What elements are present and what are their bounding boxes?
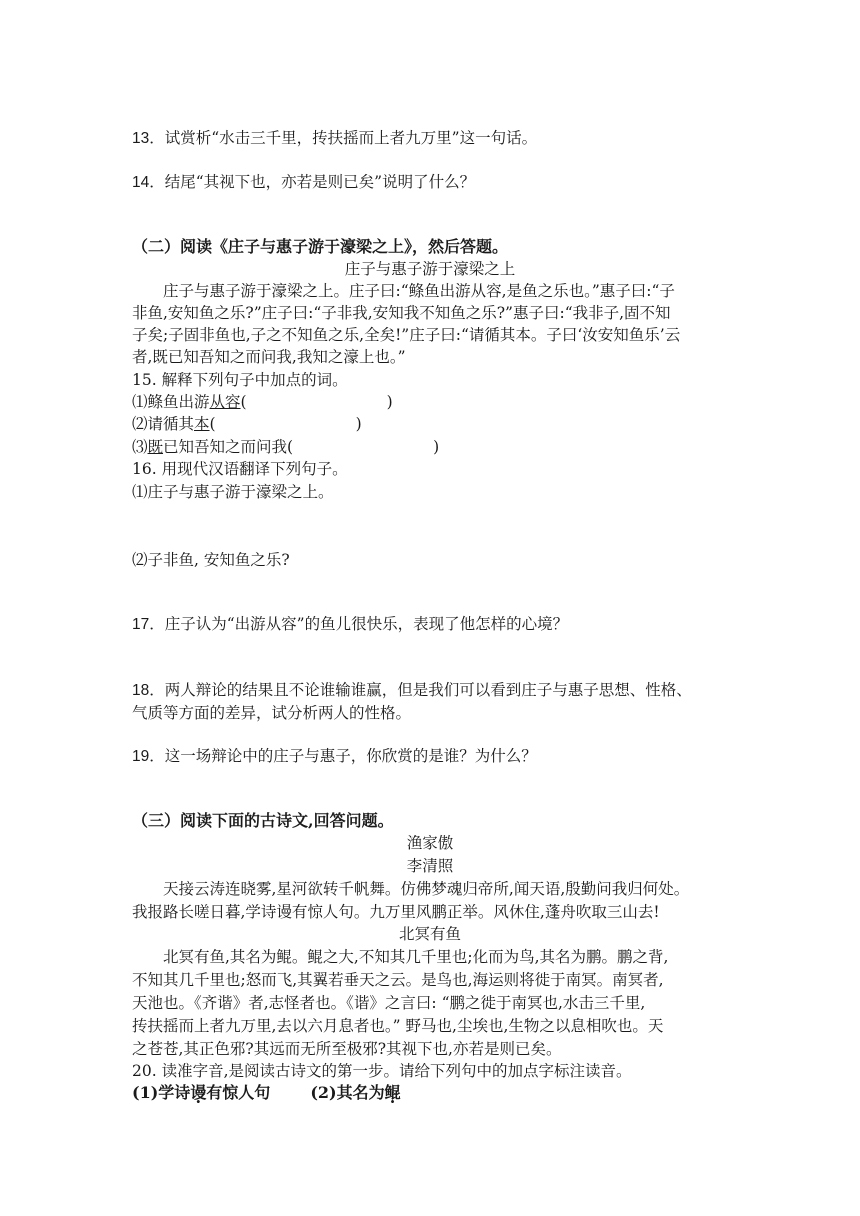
question-20-stem: 20. 读准字音,是阅读古诗文的第一步。请给下列句中的加点字标注读音。 [132, 1062, 632, 1080]
emphasized-word: 本 [194, 415, 210, 433]
prose-line: 之苍苍,其正色邪?其远而无所至极邪?其视下也,亦若是则已矣。 [132, 1040, 562, 1058]
paren-close: ) [433, 438, 440, 456]
paren-open: ( [209, 415, 216, 433]
paren-close: ) [386, 393, 393, 411]
passage-line: 非鱼,安知鱼之乐?”庄子曰:“子非我,安知我不知鱼之乐?”惠子曰:“我非子,固不知 [132, 304, 671, 322]
question-16-item-2: ⑵子非鱼, 安知鱼之乐? [132, 551, 290, 569]
question-20-items [132, 1082, 401, 1104]
paren-open: ( [287, 438, 294, 456]
prose-line: 北冥有鱼,其名为鲲。鲲之大,不知其几千里也;化而为鸟,其名为鹏。鹏之背, [163, 948, 669, 966]
dotted-character: 谩 [190, 1083, 207, 1102]
prose-title: 北冥有鱼 [398, 925, 461, 943]
prose-line: 天池也。《齐谐》者,志怪者也。《谐》之言曰: “鹏之徙于南冥也,水击三千里, [132, 994, 646, 1012]
emphasized-word: 既 [147, 438, 164, 456]
prose-line: 抟扶摇而上者九万里,去以六月息者也。” 野马也,尘埃也,生物之以息相吹也。天 [132, 1017, 664, 1035]
question-15-item-2 [132, 413, 362, 435]
question-number: 18． [132, 682, 165, 699]
poem-title: 渔家傲 [406, 834, 454, 852]
question-text: 两人辩论的结果且不论谁输谁赢，但是我们可以看到庄子与惠子思想、性格、 [164, 681, 692, 699]
poem-line: 我报路长嗟日暮,学诗谩有惊人句。九万里风鹏正举。风休住,蓬舟吹取三山去! [132, 903, 660, 921]
paren-close: ) [355, 415, 362, 433]
question-16-item-1: ⑴庄子与惠子游于濠梁之上。 [132, 483, 334, 501]
question-14 [132, 171, 475, 194]
item-text: ⑶ [132, 438, 148, 456]
item-text: (1)学诗 [132, 1083, 191, 1102]
question-text: 这一场辩论中的庄子与惠子，你欣赏的是谁？为什么？ [164, 747, 537, 765]
section-2-heading: （二）阅读《庄子与惠子游于濠梁之上》，然后答题。 [132, 237, 509, 256]
question-18-continued: 气质等方面的差异，试分析两人的性格。 [132, 704, 412, 722]
item-text: 已知吾知之而问我 [163, 438, 288, 456]
passage-line: 者,既已知吾知之而问我,我知之濠上也。” [132, 348, 406, 366]
question-number: 17． [132, 616, 165, 633]
prose-line: 不知其几千里也;怒而飞,其翼若垂天之云。是鸟也,海运则将徙于南冥。南冥者, [132, 971, 664, 989]
question-16-stem: 16. 用现代汉语翻译下列句子。 [132, 460, 348, 478]
passage-line: 庄子与惠子游于濠梁之上。庄子曰:“鲦鱼出游从容,是鱼之乐也。”惠子曰:“子 [163, 282, 675, 300]
question-text: 试赏析“水击三千里，抟扶摇而上者九万里”这一句话。 [164, 129, 538, 147]
question-text: 庄子认为“出游从容”的鱼儿很快乐，表现了他怎样的心境？ [164, 615, 569, 633]
question-15-stem: 15. 解释下列句子中加点的词。 [132, 371, 348, 389]
question-number: 14． [132, 174, 165, 191]
section-3-heading: （三）阅读下面的古诗文,回答问题。 [132, 811, 394, 830]
poem-author: 李清照 [406, 857, 454, 875]
emphasized-word: 从容 [209, 393, 241, 411]
item-text: 有惊人句 [206, 1083, 271, 1102]
question-15-item-3 [132, 436, 439, 458]
question-19 [132, 745, 537, 768]
item-text: ⑵请循其 [132, 415, 195, 433]
question-13 [132, 127, 537, 150]
dotted-character: 鲲 [384, 1083, 401, 1102]
poem-line: 天接云涛连晓雾,星河欲转千帆舞。仿佛梦魂归帝所,闻天语,殷勤问我归何处。 [163, 880, 690, 898]
question-15-item-1 [132, 391, 393, 413]
item-text: ⑴鲦鱼出游 [132, 393, 210, 411]
question-18 [132, 679, 692, 702]
section-2-title: 庄子与惠子游于濠梁之上 [344, 260, 516, 278]
question-text: 结尾“其视下也，亦若是则已矣”说明了什么？ [164, 173, 476, 191]
question-number: 13． [132, 130, 165, 147]
question-17 [132, 613, 568, 636]
item-text: (2)其名为 [310, 1083, 385, 1102]
paren-open: ( [240, 393, 247, 411]
question-number: 19． [132, 748, 165, 765]
passage-line: 子矣;子固非鱼也,子之不知鱼之乐,全矣!”庄子曰:“请循其本。子曰‘汝安知鱼乐’云 [132, 326, 681, 344]
